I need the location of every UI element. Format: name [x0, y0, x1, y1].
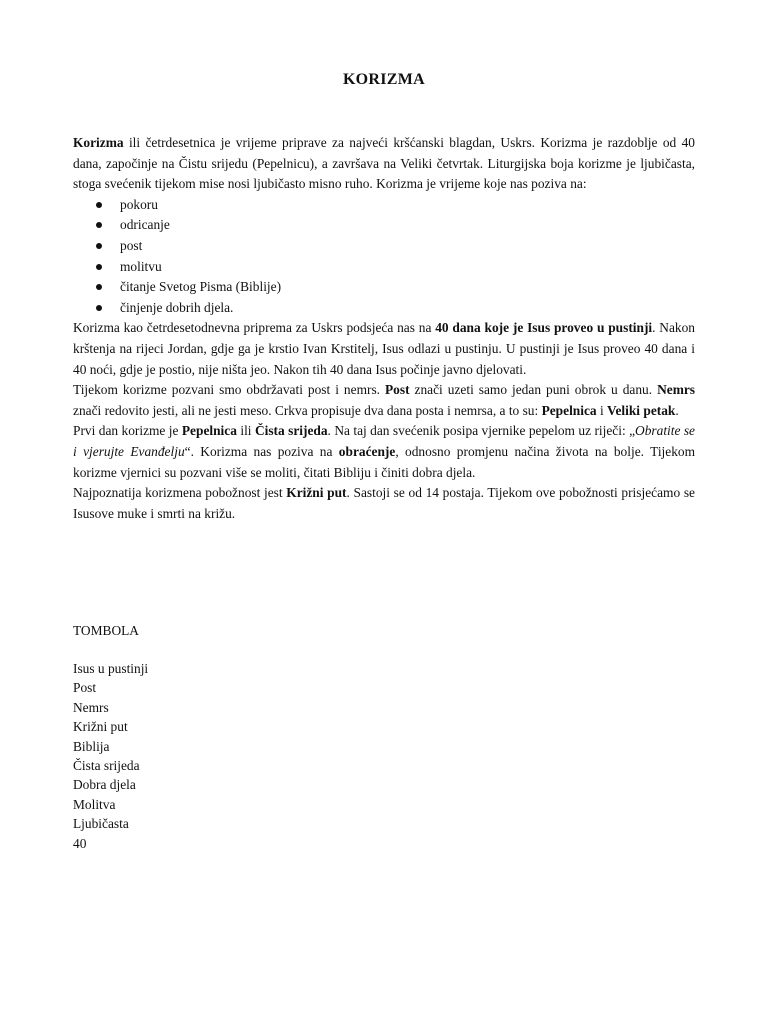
bullet-icon: [96, 305, 102, 311]
list-item: odricanje: [73, 215, 695, 236]
bullet-icon: [96, 264, 102, 270]
tombola-heading: TOMBOLA: [73, 623, 139, 638]
tombola-item: Križni put: [73, 719, 128, 735]
paragraph-desert: Korizma kao četrdesetodnevna priprema za Uskrs podsjeća nas na 40 dana koje je Isus proveo u pustinji. Nakon krštenja na rijeci Jordan, gdje ga je krstio Ivan Krstitelj, Isus odlazi u pustinju. U pustinji je Isus proveo 40 dana i 40 noći, gdje je postio, nije ništa jeo. Nakon tih 40 dana Isus počinje javno djelovati.: [73, 320, 695, 377]
bullet-icon: [96, 243, 102, 249]
tombola-item: Čista srijeda: [73, 758, 140, 774]
tombola-item: 40: [73, 835, 87, 851]
tombola-item: Biblija: [73, 738, 110, 754]
emphasis-krizni-put: Križni put: [286, 485, 347, 501]
intro-paragraph: [73, 133, 695, 195]
emphasis-cista-srijeda: Čista srijeda: [254, 423, 328, 439]
list-item: post: [73, 236, 695, 257]
tombola-item: Nemrs: [73, 699, 109, 715]
bullet-list: [73, 195, 695, 319]
emphasis-pepelnica: Pepelnica: [541, 402, 597, 418]
quote-gospel: Obratite se i vjerujte Evanđelju: [73, 423, 695, 459]
tombola-item: Dobra djela: [73, 777, 136, 793]
list-item: čitanje Svetog Pisma (Biblije): [73, 277, 695, 298]
emphasis-obracenje: obraćenje: [338, 443, 396, 459]
paragraph-way-of-cross: Najpoznatija korizmena pobožnost jest Križni put. Sastoji se od 14 postaja. Tijekom ove pobožnosti prisjećamo se Isusove muke i smrti na križu.: [73, 485, 695, 521]
list-item: pokoru: [73, 195, 695, 216]
bullet-icon: [96, 202, 102, 208]
tombola-section: [73, 621, 473, 853]
emphasis-veliki-petak: Veliki petak: [607, 402, 676, 418]
document-title: KORIZMA: [342, 71, 426, 88]
document-body: [73, 133, 695, 524]
paragraph-fasting: Tijekom korizme pozvani smo obdržavati post i nemrs. Post znači uzeti samo jedan puni obrok u danu. Nemrs znači redovito jesti, ali ne jesti meso. Crkva propisuje dva dana posta i nemrsa, a to su: Pepelnica i Veliki petak.: [73, 382, 696, 418]
bullet-icon: [96, 284, 102, 290]
tombola-list: [73, 659, 473, 853]
emphasis-nemrs: Nemrs: [657, 382, 696, 398]
list-item: činjenje dobrih djela.: [73, 298, 695, 319]
tombola-item: Ljubičasta: [73, 816, 129, 832]
emphasis-post: Post: [385, 382, 410, 398]
tombola-item: Isus u pustinji: [73, 661, 149, 676]
list-item: molitvu: [73, 257, 695, 278]
tombola-item: Post: [73, 680, 97, 696]
intro-term: Korizma: [73, 135, 124, 150]
intro-text: ili četrdesetnica je vrijeme priprave za najveći kršćanski blagdan, Uskrs. Korizma je razdoblje od 40 dana, započinje na Čistu srijedu (Pepelnicu), a završava na Veliki četvrtak. Liturgijska boja korizme je ljubičasta, stoga svećenik tijekom mise nosi ljubičasto misno ruho. Korizma je vrijeme koje nas poziva na:: [73, 135, 695, 192]
tombola-item: Molitva: [73, 796, 116, 812]
bullet-icon: [96, 222, 102, 228]
emphasis-pepelnica: Pepelnica: [181, 423, 237, 439]
emphasis-desert: 40 dana koje je Isus proveo u pustinji: [435, 320, 653, 336]
paragraph-ash-wednesday: Prvi dan korizme je Pepelnica ili Čista srijeda. Na taj dan svećenik posipa vjernike pepelom uz riječi: „Obratite se i vjerujte Evanđelju“. Korizma nas poziva na obraćenje, odnosno promjenu načina života na bolje. Tijekom korizme vjernici su pozvani više se moliti, čitati Bibliju i činiti dobra djela.: [73, 423, 696, 480]
